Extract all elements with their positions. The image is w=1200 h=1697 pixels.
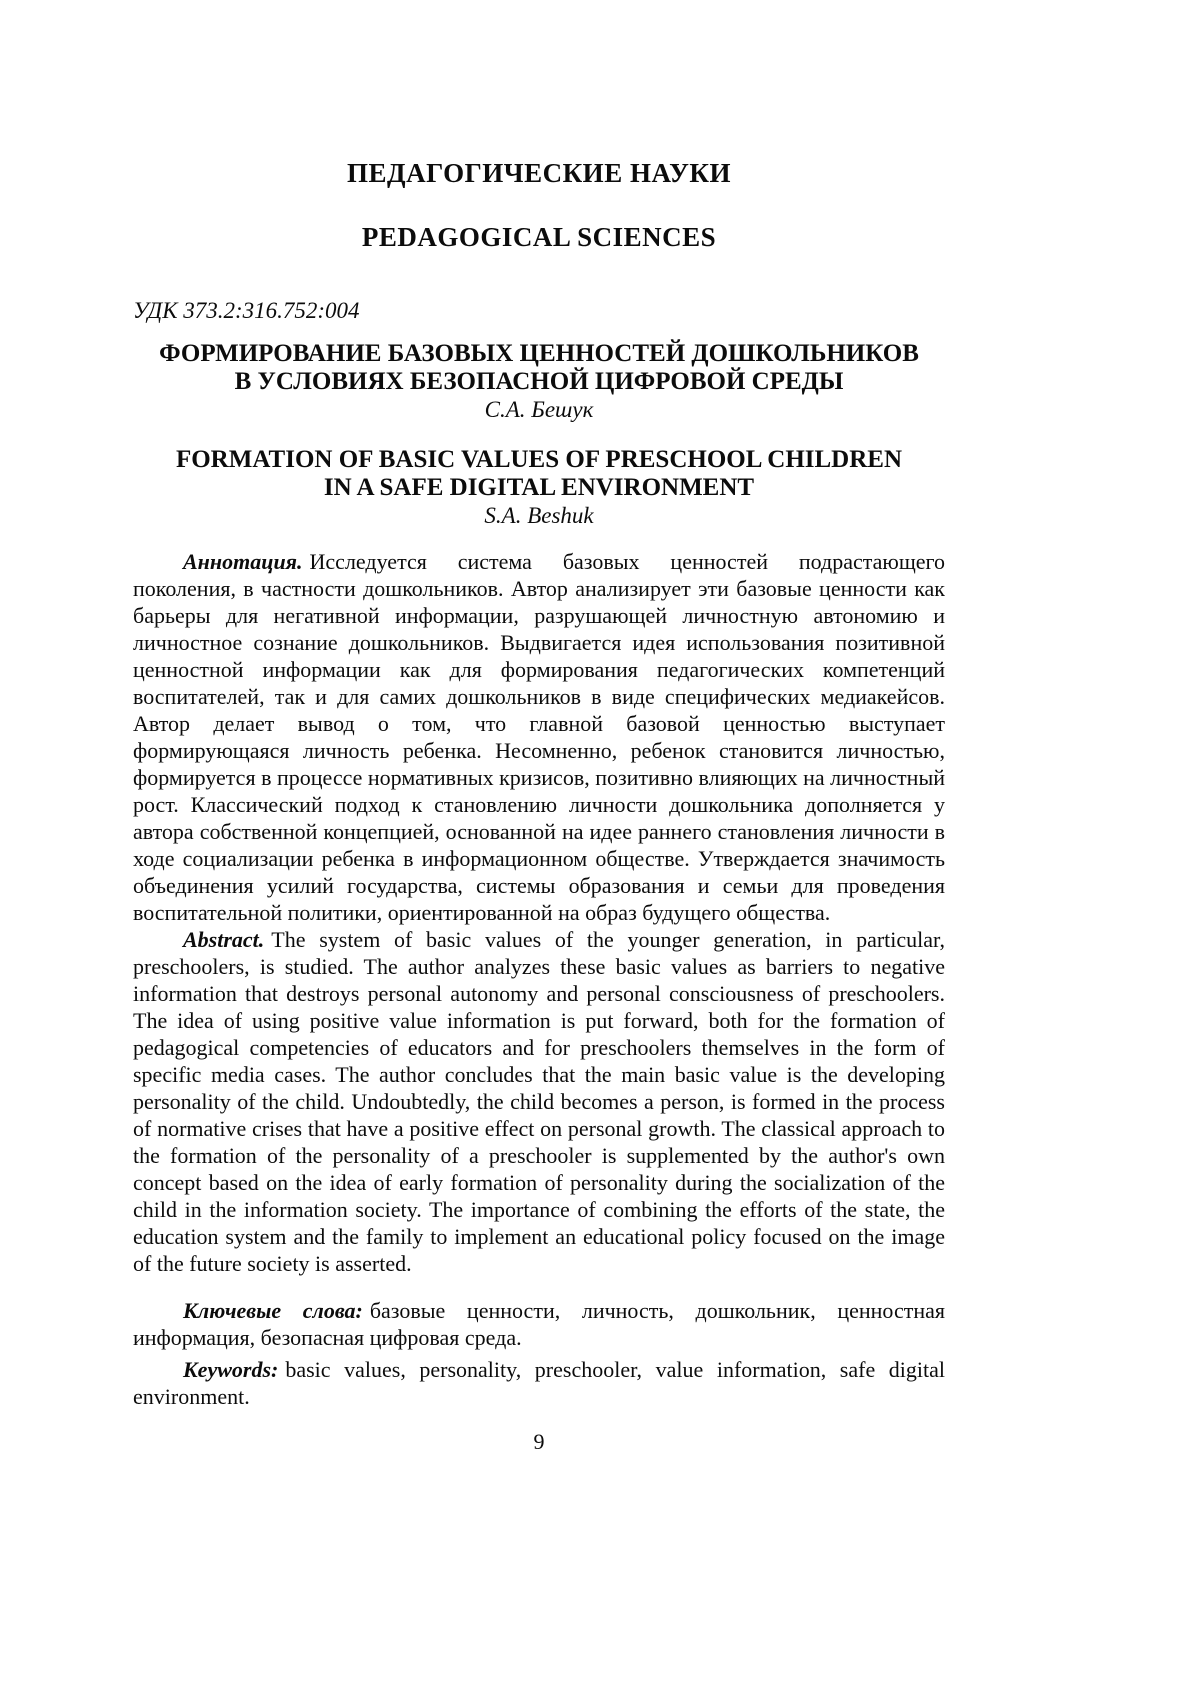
author-en: S.A. Beshuk — [484, 503, 594, 528]
article-title-en — [133, 446, 945, 502]
page-number: 9 — [533, 1429, 545, 1454]
section-heading-en: PEDAGOGICAL SCIENCES — [361, 222, 717, 252]
abstract-en-text: The system of basic values of the younger generation, in particular, preschoolers, is studied. The author analyzes these basic values as barriers to negative information that destroys personal autonomy and personal consciousness of preschoolers. The idea of using positive value information is put forward, both for the formation of pedagogical competencies of educators and for preschoolers themselves in the form of specific media cases. The author concludes that the main basic value is the developing personality of the child. Undoubtedly, the child becomes a person, is formed in the process of normative crises that have a positive effect on personal growth. The classical approach to the formation of the personality of a preschooler is supplemented by the author's own concept based on the idea of early formation of personality during the socialization of the child in the information society. The importance of combining the efforts of the state, the education system and the family to implement an educational policy focused on the image of the future society is asserted. — [133, 927, 945, 1276]
page-content — [133, 0, 945, 1455]
article-title-en-line1: FORMATION OF BASIC VALUES OF PRESCHOOL CHILDREN — [175, 446, 903, 473]
abstract-ru-text: Исследуется система базовых ценностей подрастающего поколения, в частности дошкольников. Автор анализирует эти базовые ценности как барьеры для негативной информации, разрушающей личностную автономию и личностное сознание дошкольников. Выдвигается идея использования позитивной ценностной информации как для формирования педагогических компетенций воспитателей, так и для самих дошкольников в виде специфических медиакейсов. Автор делает вывод о том, что главной базовой ценностью выступает формирующаяся личность ребенка. Несомненно, ребенок становится личностью, формируется в процессе нормативных кризисов, позитивно влияющих на личностный рост. Классический подход к становлению личности дошкольника дополняется у автора собственной концепцией, основанной на идее раннего становления личности в ходе социализации ребенка в информационном обществе. Утверждается значимость объединения усилий государства, системы образования и семьи для проведения воспитательной политики, ориентированной на образ будущего общества. — [133, 549, 945, 925]
keywords-ru-label: Ключевые слова: — [183, 1298, 363, 1323]
abstract-en-label: Abstract. — [183, 927, 265, 952]
abstract-ru-label: Аннотация. — [183, 549, 303, 574]
author-ru: С.А. Бешук — [484, 397, 594, 422]
keywords-en-label: Keywords: — [183, 1357, 279, 1382]
abstract-ru — [133, 548, 945, 926]
article-title-en-line2: IN A SAFE DIGITAL ENVIRONMENT — [323, 474, 755, 501]
article-title-ru-line2: В УСЛОВИЯХ БЕЗОПАСНОЙ ЦИФРОВОЙ СРЕДЫ — [234, 368, 844, 395]
section-heading-ru: ПЕДАГОГИЧЕСКИЕ НАУКИ — [347, 158, 731, 188]
article-title-ru — [133, 340, 945, 396]
udc-code: УДК 373.2:316.752:004 — [133, 298, 360, 323]
keywords-ru-text: базовые ценности, личность, дошкольник, ценностная информация, безопасная цифровая среда. — [133, 1298, 945, 1350]
keywords-en — [133, 1356, 945, 1410]
abstracts-block — [133, 548, 945, 1277]
abstract-en — [133, 926, 945, 1277]
keywords-ru — [133, 1297, 945, 1351]
keywords-en-text: basic values, personality, preschooler, value information, safe digital environment. — [133, 1357, 945, 1409]
article-title-ru-line1: ФОРМИРОВАНИЕ БАЗОВЫХ ЦЕННОСТЕЙ ДОШКОЛЬНИКОВ — [159, 340, 919, 367]
